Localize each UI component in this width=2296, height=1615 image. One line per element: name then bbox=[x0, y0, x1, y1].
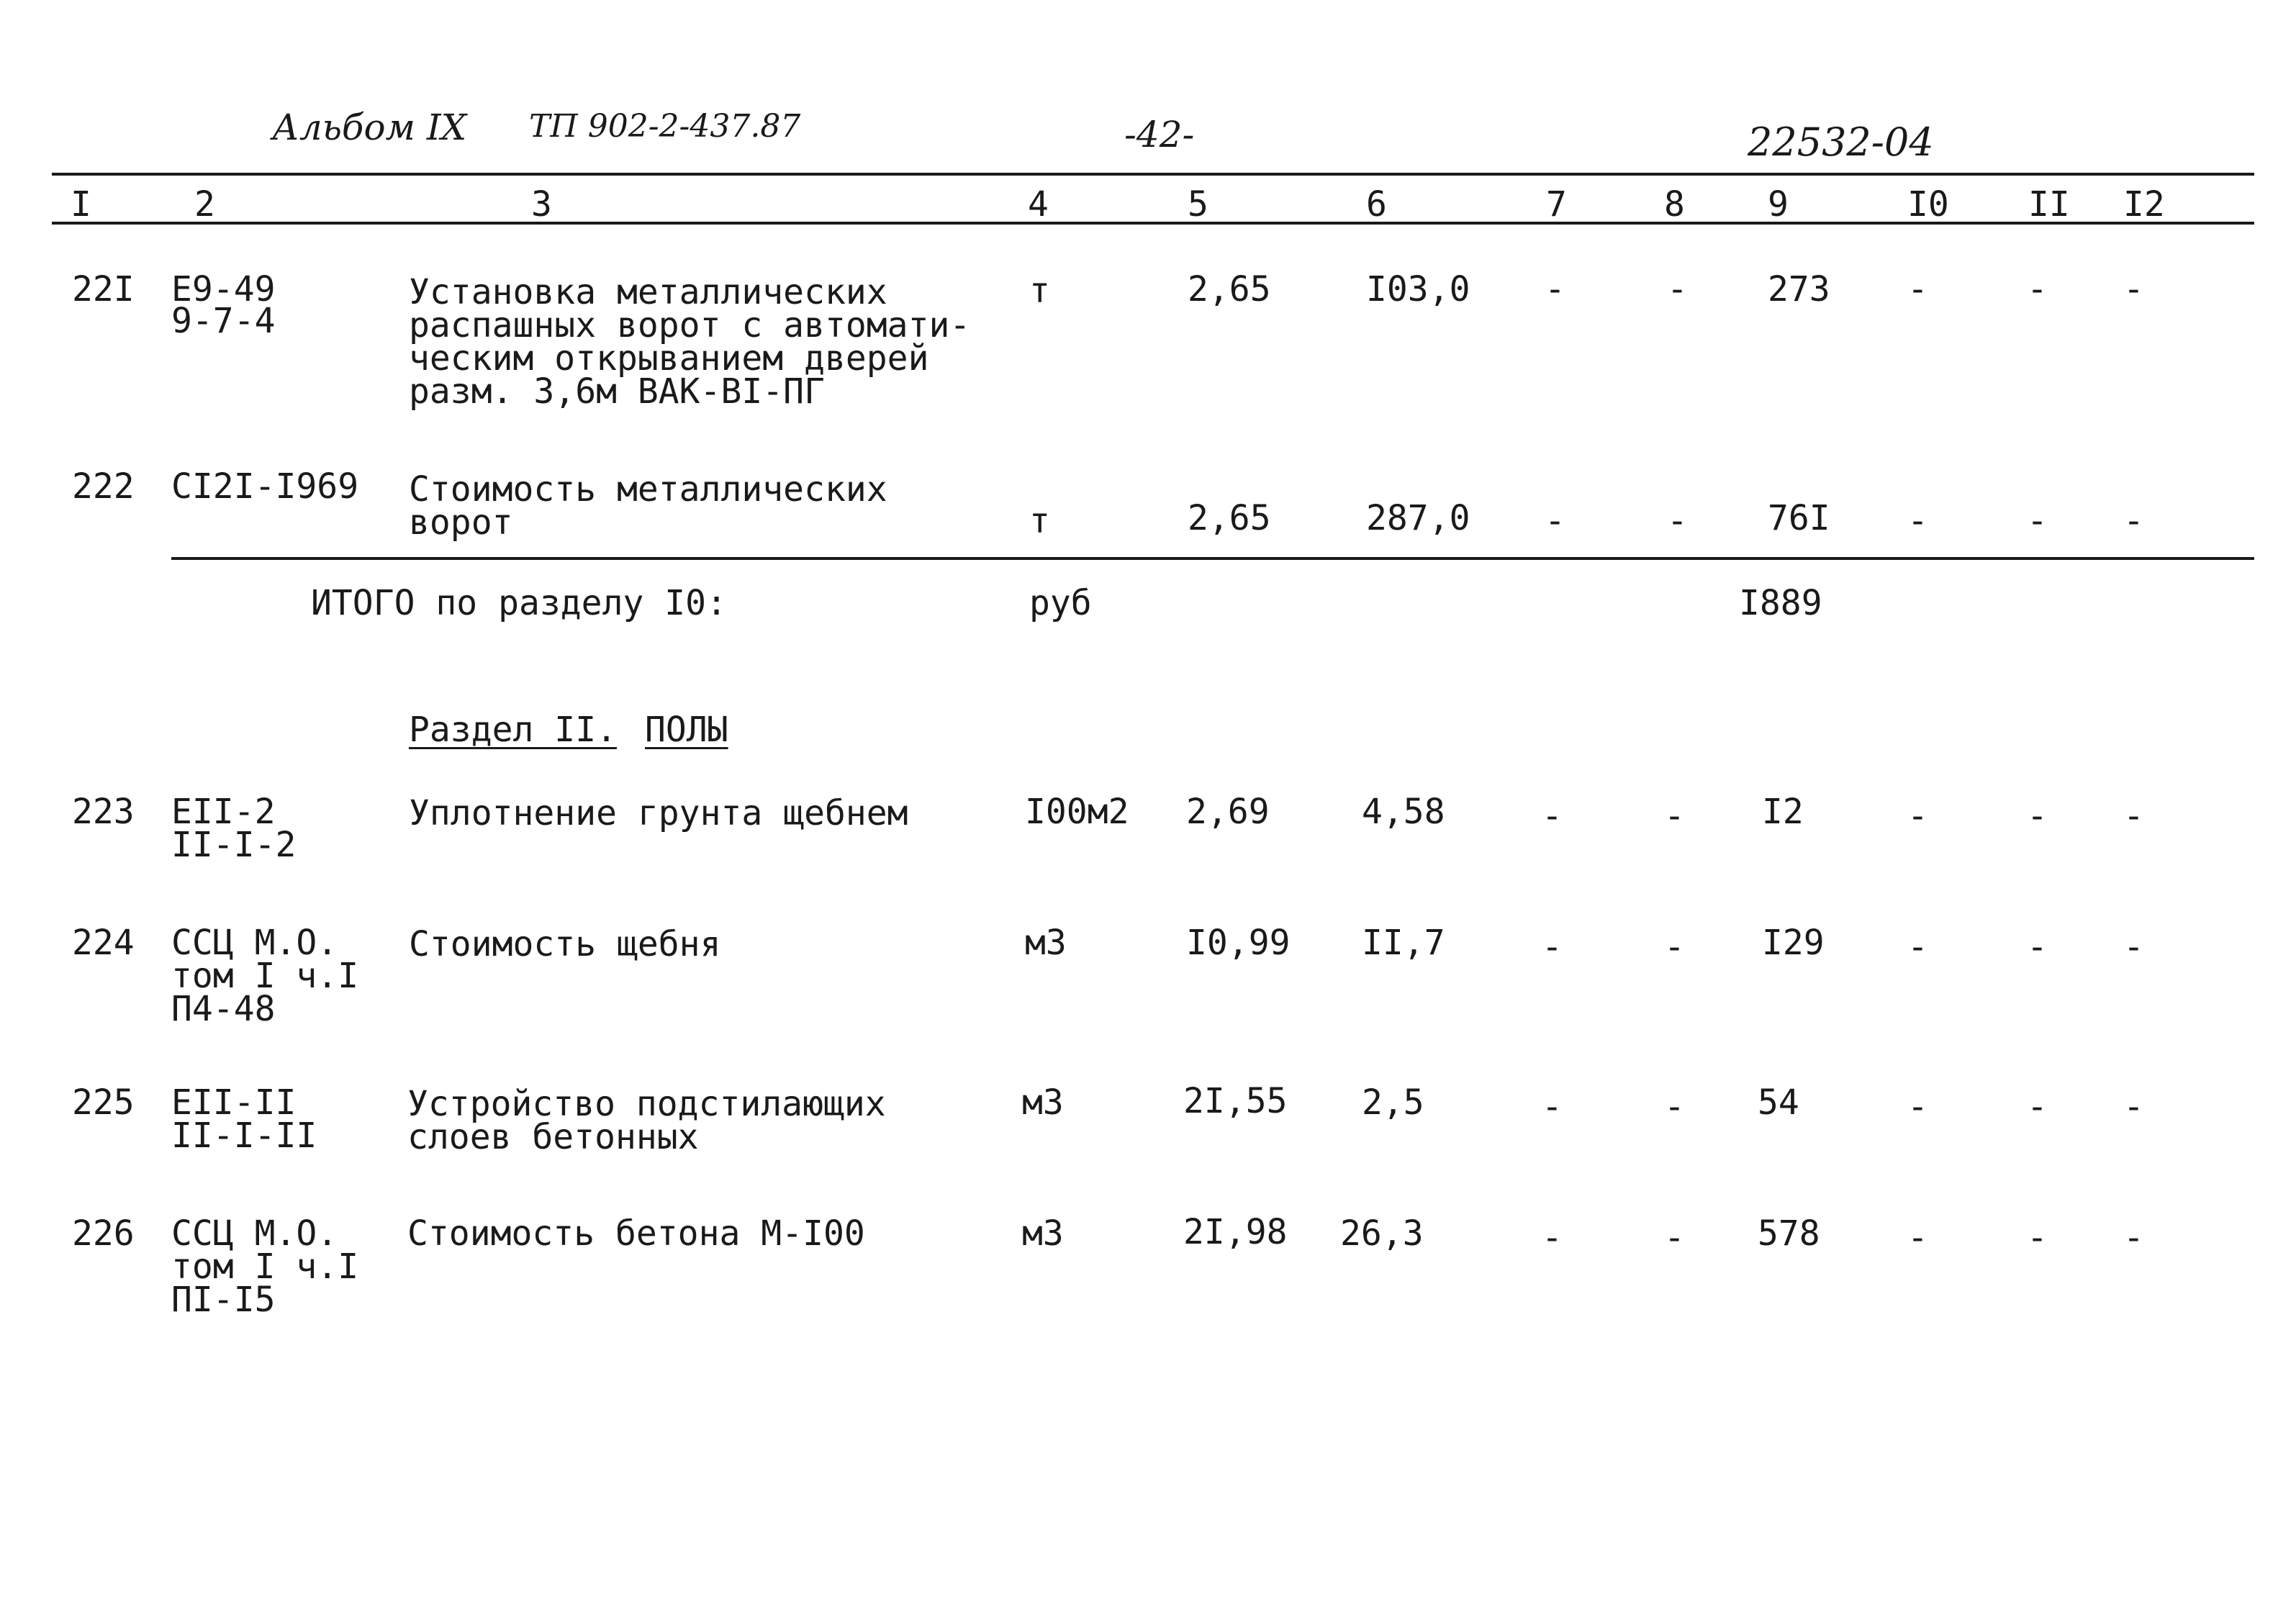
row-total: 273 bbox=[1768, 269, 1830, 309]
section-label: Раздел II. bbox=[409, 710, 617, 750]
row-col7: - bbox=[1542, 1087, 1563, 1127]
col-12: I2 bbox=[2123, 184, 2165, 225]
row-col12: - bbox=[2123, 1218, 2144, 1258]
row-col12: - bbox=[2123, 269, 2144, 309]
row-name-line: Стоимость металлических bbox=[409, 469, 887, 510]
row-name-line: разм. 3,6м ВАК-BI-ПГ bbox=[409, 371, 825, 412]
row-unit-price: 2,5 bbox=[1362, 1082, 1424, 1123]
row-code-line: CI2I-I969 bbox=[171, 466, 359, 507]
row-col12: - bbox=[2123, 1087, 2144, 1127]
row-total: I2 bbox=[1762, 792, 1804, 832]
row-unit: т bbox=[1029, 271, 1050, 311]
row-name-line: Стоимость бетона М-I00 bbox=[407, 1213, 865, 1254]
row-number: 226 bbox=[72, 1213, 135, 1254]
col-4: 4 bbox=[1028, 184, 1049, 225]
row-col12: - bbox=[2123, 927, 2144, 967]
row-code-line: П4-48 bbox=[171, 989, 276, 1029]
row-code-line: ССЦ М.О. bbox=[171, 1213, 338, 1254]
col-7: 7 bbox=[1546, 184, 1567, 225]
row-col7: - bbox=[1545, 269, 1565, 309]
row-unit-price: I03,0 bbox=[1366, 269, 1470, 309]
row-name-line: Установка металлических bbox=[409, 272, 887, 312]
row-code-line: II-I-II bbox=[171, 1116, 317, 1156]
row-col12: - bbox=[2123, 501, 2144, 541]
row-col10: - bbox=[1907, 927, 1928, 967]
row-quantity: 2,65 bbox=[1188, 498, 1271, 538]
document-code: 22532-04 bbox=[1748, 119, 1934, 165]
row-col11: - bbox=[2027, 1218, 2048, 1258]
row-unit-price: 287,0 bbox=[1366, 498, 1470, 538]
col-9: 9 bbox=[1768, 184, 1789, 225]
row-total: 578 bbox=[1758, 1213, 1820, 1254]
row-col11: - bbox=[2027, 269, 2048, 309]
row-col7: - bbox=[1542, 796, 1563, 836]
row-unit: м3 bbox=[1022, 1082, 1064, 1123]
row-name-line: Уплотнение грунта щебнем bbox=[409, 793, 908, 833]
row-number: 222 bbox=[72, 466, 135, 507]
row-name-line: Стоимость щебня bbox=[409, 924, 721, 964]
row-col7: - bbox=[1542, 1218, 1563, 1258]
row-number: 223 bbox=[72, 792, 135, 832]
row-code-line: том I ч.I bbox=[171, 1247, 359, 1287]
row-code-line: II-I-2 bbox=[171, 825, 297, 865]
row-unit: т bbox=[1029, 501, 1050, 541]
row-col8: - bbox=[1667, 501, 1688, 541]
row-code-line: E9-49 bbox=[171, 269, 276, 309]
col-8: 8 bbox=[1664, 184, 1685, 225]
row-col11: - bbox=[2027, 1087, 2048, 1127]
subtotal-label: ИТОГО по разделу I0: bbox=[311, 583, 727, 623]
row-col11: - bbox=[2027, 796, 2048, 836]
row-col10: - bbox=[1907, 501, 1928, 541]
row-col8: - bbox=[1664, 796, 1685, 836]
row-name-line: ческим открыванием дверей bbox=[409, 338, 929, 379]
row-col7: - bbox=[1542, 927, 1563, 967]
row-col8: - bbox=[1664, 1218, 1685, 1258]
row-col8: - bbox=[1667, 269, 1688, 309]
subtotal-total: I889 bbox=[1739, 583, 1822, 623]
row-code-line: ПI-I5 bbox=[171, 1280, 276, 1320]
col-11: II bbox=[2028, 184, 2070, 225]
row-name-line: ворот bbox=[409, 502, 513, 543]
row-unit: м3 bbox=[1025, 923, 1067, 963]
row-unit-price: 26,3 bbox=[1340, 1213, 1424, 1254]
row-col10: - bbox=[1907, 1218, 1928, 1258]
row-quantity: I0,99 bbox=[1186, 923, 1291, 963]
row-total: 76I bbox=[1768, 498, 1830, 538]
subtotal-rule bbox=[171, 557, 2254, 560]
row-total: I29 bbox=[1762, 923, 1825, 963]
row-unit-price: 4,58 bbox=[1362, 792, 1445, 832]
col-10: I0 bbox=[1907, 184, 1949, 225]
row-number: 225 bbox=[72, 1082, 135, 1123]
row-name-line: слоев бетонных bbox=[407, 1117, 699, 1157]
col-3: 3 bbox=[531, 184, 552, 225]
col-2: 2 bbox=[194, 184, 215, 225]
project-number: ТП 902-2-437.87 bbox=[529, 108, 801, 145]
row-code-line: EII-2 bbox=[171, 792, 276, 832]
row-col8: - bbox=[1664, 927, 1685, 967]
row-unit: м3 bbox=[1022, 1213, 1064, 1254]
row-col10: - bbox=[1907, 796, 1928, 836]
row-quantity: 2I,98 bbox=[1183, 1212, 1288, 1252]
row-number: 224 bbox=[72, 923, 135, 963]
row-number: 22I bbox=[72, 269, 135, 309]
page-number: -42- bbox=[1124, 114, 1195, 155]
row-name-line: распашных ворот с автомати- bbox=[409, 305, 971, 345]
row-col11: - bbox=[2027, 501, 2048, 541]
row-col10: - bbox=[1907, 1087, 1928, 1127]
col-1: I bbox=[71, 184, 91, 225]
row-code-line: EII-II bbox=[171, 1082, 297, 1123]
row-total: 54 bbox=[1758, 1082, 1799, 1123]
col-6: 6 bbox=[1366, 184, 1387, 225]
row-quantity: 2I,55 bbox=[1183, 1081, 1288, 1121]
row-code-line: 9-7-4 bbox=[171, 301, 276, 341]
row-unit-price: II,7 bbox=[1362, 923, 1445, 963]
row-unit: I00м2 bbox=[1025, 792, 1129, 832]
row-quantity: 2,65 bbox=[1188, 269, 1271, 309]
row-col12: - bbox=[2123, 796, 2144, 836]
row-col11: - bbox=[2027, 927, 2048, 967]
col-5: 5 bbox=[1188, 184, 1208, 225]
row-col10: - bbox=[1907, 269, 1928, 309]
row-quantity: 2,69 bbox=[1186, 792, 1270, 832]
row-col8: - bbox=[1664, 1087, 1685, 1127]
section-title: ПОЛЫ bbox=[645, 710, 728, 750]
row-code-line: том I ч.I bbox=[171, 956, 359, 996]
album-label: Альбом IX bbox=[272, 107, 467, 148]
row-name-line: Устройство подстилающих bbox=[407, 1084, 886, 1124]
row-col7: - bbox=[1545, 501, 1565, 541]
subtotal-unit: руб bbox=[1029, 583, 1092, 623]
row-code-line: ССЦ М.О. bbox=[171, 923, 338, 963]
header-top-rule bbox=[52, 173, 2254, 176]
